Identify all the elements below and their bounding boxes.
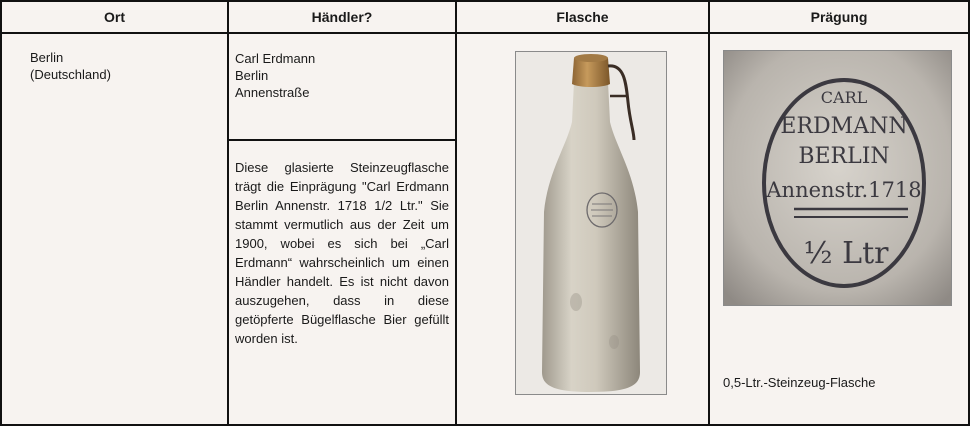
haendler-name: Carl Erdmann (235, 51, 316, 66)
ort-country: (Deutschland) (30, 67, 111, 82)
stamp-line-5: ½ Ltr (803, 236, 889, 271)
bottle-caption: 0,5-Ltr.-Steinzeug-Flasche (723, 375, 876, 390)
haendler-cell (227, 32, 457, 141)
flasche-cell (455, 32, 710, 426)
stamp-line-2: ERDMANN (780, 114, 908, 139)
header-ort: Ort (0, 0, 229, 34)
haendler-street: Annenstraße (235, 85, 310, 100)
ort-cell (0, 32, 229, 426)
ort-city: Berlin (30, 50, 64, 65)
header-praegung: Prägung (708, 0, 970, 34)
header-haendler: Händler? (227, 0, 457, 34)
stamp-line-4: Annenstr.1718 (766, 178, 922, 202)
description-cell (227, 139, 457, 426)
praegung-cell (708, 32, 970, 426)
haendler-city: Berlin (235, 68, 269, 83)
stamp-image (724, 51, 952, 306)
stamp-photo (723, 50, 952, 306)
header-flasche: Flasche (455, 0, 710, 34)
bottle-photo (515, 51, 667, 395)
description-text: Diese glasierte Steinzeugflasche trägt die Einprägung "Carl Erdmann Berlin Annenstr. 1718 1/2 Ltr." Sie stammt vermutlich aus der Zeit um 1900, wobei es sich bei „Carl Erdmann“ wahrscheinlich um einen Händler handelt. Es ist nicht davon auszugehen, dass in diese getöpferte Bügelflasche Bier gefüllt worden ist. (235, 160, 449, 346)
stamp-line-1: CARL (820, 88, 868, 107)
bottle-image (516, 52, 666, 394)
stamp-line-3: BERLIN (798, 144, 890, 169)
